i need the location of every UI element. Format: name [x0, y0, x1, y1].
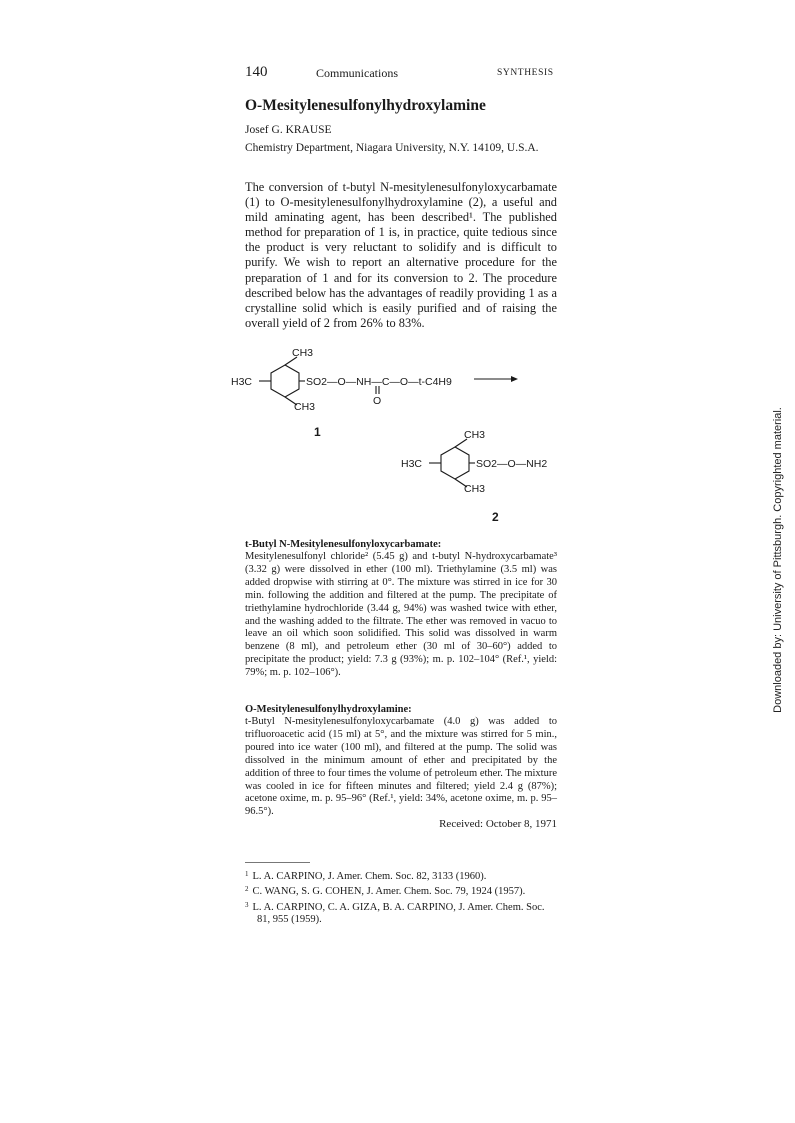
compound-1-carbonyl-o: O — [373, 395, 382, 407]
author-line: Josef G. KRAUSE — [245, 124, 332, 136]
reference-list — [245, 868, 557, 926]
compound-2-h3c-left: H3C — [401, 458, 423, 470]
compound-2-ch3-top: CH3 — [464, 429, 486, 441]
compound-2-benzene-ring — [441, 447, 469, 479]
reference-item — [245, 868, 557, 883]
journal-name: SYNTHESIS — [497, 68, 554, 78]
page-number: 140 — [245, 64, 268, 80]
compound-2-structure — [429, 439, 475, 487]
reaction-scheme — [228, 344, 558, 529]
intro-text: The conversion of t-butyl N-mesitylenesulfonyloxycarbamate (1) to O-mesitylenesulfonylhydroxylamine (2), a useful and mild aminating agent, has been described¹. The published method for preparation of 1 is, in practice, quite tedious since the product is very reluctant to solidify and is difficult to purify. We wish to report an alternative procedure for the preparation of 1 and for its conversion to 2. The procedure described below has the advantages of readily providing 1 as a crystalline solid which is easily purified and of raising the overall yield of 2 from 26% to 83%. — [245, 180, 557, 330]
download-watermark: Downloaded by: University of Pittsburgh. Copyrighted material. — [772, 407, 784, 713]
reference-text: L. A. CARPINO, C. A. GIZA, B. A. CARPINO, J. Amer. Chem. Soc. 81, 955 (1959). — [252, 901, 545, 925]
compound-1-label: 1 — [314, 425, 321, 439]
reference-text: C. WANG, S. G. COHEN, J. Amer. Chem. Soc. 79, 1924 (1957). — [252, 886, 526, 898]
reference-number: 1 — [245, 870, 249, 878]
compound-2-ch3-bottom: CH3 — [464, 483, 486, 495]
reference-text: L. A. CARPINO, J. Amer. Chem. Soc. 82, 3133 (1960). — [252, 871, 487, 882]
compound-1-ch3-bottom: CH3 — [294, 401, 316, 413]
procedure-1-text: Mesitylenesulfonyl chloride² (5.45 g) and t-butyl N-hydroxycarbamate³ (3.32 g) were dissolved in ether (100 ml). Triethylamine (3.5 ml) was added dropwise with stirring at 0°. The mixture was stirred in ice for 30 min. following the addition and filtered at the pump. The precipitate of triethylamine hydrochloride (3.44 g, 94%) was washed twice with ether, and the washing added to the filtrate. The ether was removed in vacuo to leave an oil which soon solidified. This solid was dissolved in warm benzene (8 ml), and petroleum ether (30 ml of 30–60°) added to precipitate the product; yield: 7.3 g (93%); m. p. 102–104° (Ref.¹, yield: 79%; m. p. 102–106°). — [245, 551, 557, 679]
footnote-divider — [245, 862, 310, 863]
compound-1-chain: SO2—O—NH—C—O—t-C4H9 — [306, 376, 452, 388]
reference-number: 3 — [245, 900, 249, 909]
reference-number: 2 — [245, 885, 249, 894]
procedure-2-text: t-Butyl N-mesitylenesulfonyloxycarbamate (4.0 g) was added to trifluoroacetic acid (15 ml) at 5°, and the mixture was stirred for 5 min., poured into ice water (100 ml), and filtered at the pump. The solid was dissolved in the minimum amount of ether and precipitated by the addition of three to four times the volume of petroleum ether. The mixture was cooled in ice for fifteen minutes and filtered; yield 2.4 g (87%); acetone oxime, m. p. 95–96° (Ref.¹, yield: 34%, acetone oxime, m. p. 95–96.5°). — [245, 716, 557, 818]
compound-1-h3c-left: H3C — [231, 376, 253, 388]
reference-item — [245, 899, 557, 927]
section-title: Communications — [316, 66, 398, 80]
reaction-arrow — [474, 376, 518, 382]
compound-1-ch3-top: CH3 — [292, 347, 314, 359]
procedure-2-heading: O-Mesitylenesulfonylhydroxylamine: — [245, 704, 412, 715]
compound-2-label: 2 — [492, 510, 499, 524]
reference-item — [245, 883, 557, 898]
article-title: O-Mesitylenesulfonylhydroxylamine — [245, 97, 486, 114]
affiliation-line: Chemistry Department, Niagara University, N.Y. 14109, U.S.A. — [245, 142, 539, 154]
intro-paragraph — [245, 180, 557, 331]
compound-2-chain: SO2—O—NH2 — [476, 458, 548, 470]
procedure-1-heading: t-Butyl N-Mesitylenesulfonyloxycarbamate: — [245, 539, 442, 550]
received-date: Received: October 8, 1971 — [439, 818, 557, 830]
compound-1-benzene-ring — [271, 365, 299, 397]
